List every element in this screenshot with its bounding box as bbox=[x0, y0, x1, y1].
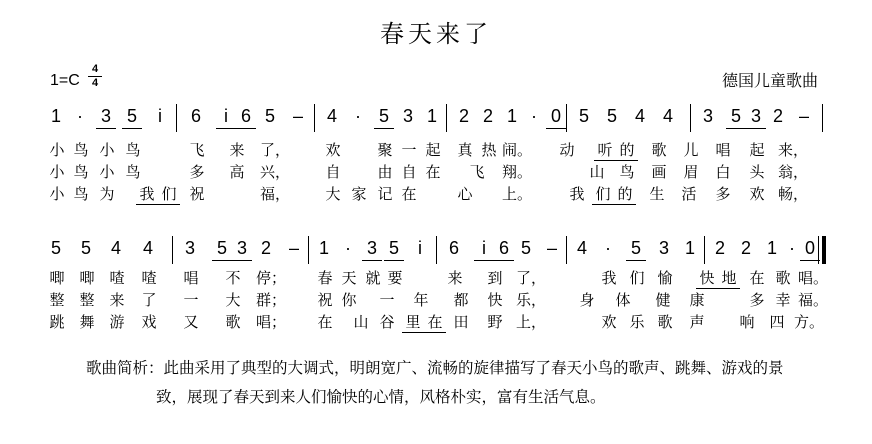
note: 1 bbox=[684, 238, 695, 258]
note: – bbox=[288, 238, 299, 258]
barline bbox=[690, 104, 691, 132]
barline bbox=[446, 104, 447, 132]
note: 4 bbox=[662, 106, 673, 126]
notation-row-2 bbox=[46, 236, 824, 266]
lyric-char: 多 bbox=[749, 291, 765, 309]
lyric-char: 你 bbox=[341, 291, 357, 309]
lyric-char: 一 bbox=[183, 291, 199, 309]
lyric-char: 春 bbox=[317, 269, 333, 287]
lyric-char: 祝 bbox=[189, 185, 205, 203]
lyric-char: 来， bbox=[778, 141, 809, 159]
lyric-char: 在 bbox=[401, 185, 417, 203]
song-analysis bbox=[86, 354, 826, 412]
lyric-row-1-2 bbox=[46, 162, 824, 182]
lyric-char: 体 bbox=[615, 291, 631, 309]
lyric-char: 停； bbox=[256, 269, 287, 287]
lyric-char: 游 bbox=[109, 313, 125, 331]
lyric-char: 福， bbox=[260, 185, 291, 203]
time-signature-top: 4 bbox=[91, 63, 99, 75]
lyric-char: 我 bbox=[601, 269, 617, 287]
note: i bbox=[216, 104, 236, 129]
barline bbox=[176, 104, 177, 132]
note: 3 bbox=[96, 104, 116, 129]
final-barline-thin bbox=[818, 236, 819, 264]
lyric-char: 唧 bbox=[79, 269, 95, 287]
lyric-char: 活 bbox=[681, 185, 697, 203]
lyric-char: 来 bbox=[109, 291, 125, 309]
note: 3 bbox=[232, 236, 252, 261]
note: 5 bbox=[726, 104, 746, 129]
lyric-char: 响 bbox=[739, 313, 755, 331]
lyric-char: 欢 bbox=[601, 313, 617, 331]
lyric-char: 由 bbox=[377, 163, 393, 181]
note: 6 bbox=[494, 236, 514, 261]
lyric-char: 自 bbox=[401, 163, 417, 181]
lyric-char: 起 bbox=[749, 141, 765, 159]
lyric-char: 就 bbox=[365, 269, 381, 287]
lyric-char: 康 bbox=[689, 291, 705, 309]
lyric-char: 鸟 bbox=[73, 185, 89, 203]
note: – bbox=[292, 106, 303, 126]
lyric-char: 小 bbox=[49, 141, 65, 159]
barline bbox=[436, 236, 437, 264]
note: 4 bbox=[326, 106, 337, 126]
lyric-char: 福。 bbox=[798, 291, 829, 309]
lyric-char: 鸟 bbox=[125, 163, 141, 181]
lyric-char: 地 bbox=[718, 268, 740, 289]
lyric-char: 整 bbox=[79, 291, 95, 309]
note: 5 bbox=[578, 106, 589, 126]
lyric-char: 在 bbox=[749, 269, 765, 287]
lyric-char: 乐， bbox=[516, 291, 547, 309]
lyric-char: 歌 bbox=[225, 313, 241, 331]
note: 3 bbox=[658, 238, 669, 258]
lyric-char: 在 bbox=[425, 163, 441, 181]
lyric-char: 祝 bbox=[317, 291, 333, 309]
lyric-char: 健 bbox=[655, 291, 671, 309]
note: – bbox=[798, 106, 809, 126]
lyric-char: 在 bbox=[424, 312, 446, 333]
lyric-char: 在 bbox=[317, 313, 333, 331]
lyric-char: 喳 bbox=[141, 269, 157, 287]
lyric-char: 的 bbox=[616, 140, 638, 161]
note: 2 bbox=[714, 238, 725, 258]
lyric-char: 多 bbox=[189, 163, 205, 181]
note: 0 bbox=[546, 104, 566, 129]
note: 5 bbox=[50, 238, 61, 258]
lyric-char: 谷 bbox=[379, 313, 395, 331]
lyric-char: 真 bbox=[457, 141, 473, 159]
lyric-char: 乐 bbox=[629, 313, 645, 331]
lyric-char: 小 bbox=[49, 185, 65, 203]
note: 2 bbox=[740, 238, 751, 258]
lyric-char: 大 bbox=[225, 291, 241, 309]
lyric-char: 小 bbox=[49, 163, 65, 181]
lyric-char: 身 bbox=[579, 291, 595, 309]
lyric-char: 闹。 bbox=[502, 141, 533, 159]
note: 6 bbox=[236, 104, 256, 129]
lyric-char: 飞 bbox=[469, 163, 485, 181]
lyric-char: 多 bbox=[715, 185, 731, 203]
lyric-char: 儿 bbox=[683, 141, 699, 159]
lyric-char: 了 bbox=[141, 291, 157, 309]
lyric-char: 喳 bbox=[109, 269, 125, 287]
lyric-char: 歌 bbox=[651, 141, 667, 159]
lyric-char: 四 bbox=[769, 313, 785, 331]
note: · bbox=[345, 238, 351, 258]
note: 2 bbox=[482, 106, 493, 126]
lyric-char: 不 bbox=[225, 269, 241, 287]
note: 5 bbox=[626, 236, 646, 261]
lyric-char: 田 bbox=[453, 313, 469, 331]
note: 1 bbox=[426, 106, 437, 126]
note: i bbox=[158, 106, 162, 126]
note: 4 bbox=[576, 238, 587, 258]
lyric-char: 群； bbox=[256, 291, 287, 309]
time-signature bbox=[88, 64, 102, 89]
lyric-char: 动 bbox=[559, 141, 575, 159]
note: · bbox=[531, 106, 537, 126]
lyric-char: 山 bbox=[353, 313, 369, 331]
note: 3 bbox=[402, 106, 413, 126]
note: 5 bbox=[520, 238, 531, 258]
note: 5 bbox=[212, 236, 232, 261]
note: 5 bbox=[384, 236, 404, 261]
lyric-char: 到 bbox=[487, 269, 503, 287]
note: 2 bbox=[772, 106, 783, 126]
barline bbox=[566, 236, 567, 264]
barline bbox=[566, 104, 567, 132]
notation-row-1 bbox=[46, 104, 824, 134]
lyric-char: 都 bbox=[453, 291, 469, 309]
lyric-char: 舞 bbox=[79, 313, 95, 331]
key-signature: 1=C bbox=[50, 72, 80, 89]
lyric-char: 山 bbox=[589, 163, 605, 181]
lyric-char: 唱。 bbox=[798, 269, 829, 287]
lyric-char: 兴， bbox=[260, 163, 291, 181]
lyric-char: 野 bbox=[487, 313, 503, 331]
lyric-char: 心 bbox=[457, 185, 473, 203]
barline bbox=[704, 236, 705, 264]
lyric-char: 鸟 bbox=[73, 141, 89, 159]
lyric-char: 里 bbox=[402, 312, 424, 333]
lyric-char: 声 bbox=[689, 313, 705, 331]
note: 5 bbox=[606, 106, 617, 126]
lyric-char: 上。 bbox=[502, 185, 533, 203]
note: 2 bbox=[260, 238, 271, 258]
lyric-char: 们 bbox=[629, 269, 645, 287]
lyric-char: 一 bbox=[401, 141, 417, 159]
note: · bbox=[355, 106, 361, 126]
final-barline-thick bbox=[822, 236, 826, 264]
lyric-char: 自 bbox=[325, 163, 341, 181]
lyric-char: 鸟 bbox=[125, 141, 141, 159]
lyric-char: 快 bbox=[696, 268, 718, 289]
note: 1 bbox=[506, 106, 517, 126]
analysis-line-1: 歌曲简析：此曲采用了典型的大调式，明朗宽广、流畅的旋律描写了春天小鸟的歌声、跳舞、游戏的景 bbox=[86, 359, 784, 377]
lyric-char: 欢 bbox=[325, 141, 341, 159]
lyric-char: 们 bbox=[158, 184, 180, 205]
lyric-char: 大 bbox=[325, 185, 341, 203]
note: 3 bbox=[362, 236, 382, 261]
lyric-char: 了， bbox=[516, 269, 547, 287]
barline bbox=[314, 104, 315, 132]
lyric-char: 要 bbox=[387, 269, 403, 287]
composer-credit: 德国儿童歌曲 bbox=[721, 71, 818, 90]
note: 3 bbox=[746, 104, 766, 129]
lyric-row-2-3 bbox=[46, 312, 824, 332]
lyric-char: 生 bbox=[649, 185, 665, 203]
barline bbox=[308, 236, 309, 264]
time-signature-bottom: 4 bbox=[91, 77, 99, 89]
note: 1 bbox=[50, 106, 61, 126]
lyric-char: 一 bbox=[379, 291, 395, 309]
lyric-char: 幸 bbox=[775, 291, 791, 309]
note: i bbox=[418, 238, 422, 258]
note: 3 bbox=[184, 238, 195, 258]
analysis-line-2: 致，展现了春天到来人们愉快的心情，风格朴实，富有生活气息。 bbox=[156, 388, 606, 406]
lyric-char: 又 bbox=[183, 313, 199, 331]
lyric-char: 家 bbox=[351, 185, 367, 203]
note: 1 bbox=[318, 238, 329, 258]
lyric-char: 小 bbox=[99, 141, 115, 159]
lyric-char: 快 bbox=[487, 291, 503, 309]
lyric-char: 我 bbox=[569, 185, 585, 203]
lyric-char: 聚 bbox=[377, 141, 393, 159]
barline bbox=[172, 236, 173, 264]
note: 6 bbox=[190, 106, 201, 126]
lyric-char: 上， bbox=[516, 313, 547, 331]
lyric-row-2-2 bbox=[46, 290, 829, 310]
note: 5 bbox=[80, 238, 91, 258]
lyric-char: 听 bbox=[594, 140, 616, 161]
lyric-char: 头 bbox=[749, 163, 765, 181]
note: · bbox=[77, 106, 83, 126]
lyric-char: 唱 bbox=[715, 141, 731, 159]
note: · bbox=[789, 238, 795, 258]
note: 5 bbox=[122, 104, 142, 129]
lyric-char: 方。 bbox=[794, 313, 825, 331]
note: 5 bbox=[264, 106, 275, 126]
lyric-char: 高 bbox=[229, 163, 245, 181]
lyric-char: 整 bbox=[49, 291, 65, 309]
lyric-char: 白 bbox=[715, 163, 731, 181]
lyric-char: 们 bbox=[592, 184, 614, 205]
lyric-char: 起 bbox=[425, 141, 441, 159]
lyric-char: 飞 bbox=[189, 141, 205, 159]
lyric-char: 跳 bbox=[49, 313, 65, 331]
lyric-char: 戏 bbox=[141, 313, 157, 331]
lyric-char: 记 bbox=[377, 185, 393, 203]
lyric-char: 来 bbox=[447, 269, 463, 287]
lyric-char: 来 bbox=[229, 141, 245, 159]
barline bbox=[822, 104, 823, 132]
note: · bbox=[605, 238, 611, 258]
lyric-row-1-1 bbox=[46, 140, 824, 160]
note: 1 bbox=[766, 238, 777, 258]
lyric-char: 鸟 bbox=[73, 163, 89, 181]
note: 2 bbox=[458, 106, 469, 126]
lyric-char: 小 bbox=[99, 163, 115, 181]
lyric-row-2-1 bbox=[46, 268, 829, 288]
lyric-char: 畅， bbox=[778, 185, 809, 203]
lyric-char: 热 bbox=[481, 141, 497, 159]
note: 0 bbox=[800, 236, 820, 261]
note: – bbox=[546, 238, 557, 258]
note: 3 bbox=[702, 106, 713, 126]
song-title: 春天来了 bbox=[380, 20, 492, 48]
lyric-row-1-3 bbox=[46, 184, 824, 204]
lyric-char: 鸟 bbox=[619, 163, 635, 181]
note: 4 bbox=[110, 238, 121, 258]
lyric-char: 为 bbox=[99, 185, 115, 203]
lyric-char: 唧 bbox=[49, 269, 65, 287]
lyric-char: 年 bbox=[413, 291, 429, 309]
lyric-char: 画 bbox=[651, 163, 667, 181]
lyric-char: 的 bbox=[614, 184, 636, 205]
lyric-char: 天 bbox=[341, 269, 357, 287]
lyric-char: 歌 bbox=[775, 269, 791, 287]
note: i bbox=[474, 236, 494, 261]
note: 4 bbox=[634, 106, 645, 126]
lyric-char: 翁， bbox=[778, 163, 809, 181]
lyric-char: 歌 bbox=[657, 313, 673, 331]
lyric-char: 欢 bbox=[749, 185, 765, 203]
lyric-char: 翔。 bbox=[502, 163, 533, 181]
note: 5 bbox=[374, 104, 394, 129]
lyric-char: 眉 bbox=[683, 163, 699, 181]
lyric-char: 愉 bbox=[657, 269, 673, 287]
lyric-char: 唱； bbox=[256, 313, 287, 331]
lyric-char: 了， bbox=[260, 141, 291, 159]
lyric-char: 唱 bbox=[183, 269, 199, 287]
lyric-char: 我 bbox=[136, 184, 158, 205]
note: 4 bbox=[142, 238, 153, 258]
note: 6 bbox=[448, 238, 459, 258]
